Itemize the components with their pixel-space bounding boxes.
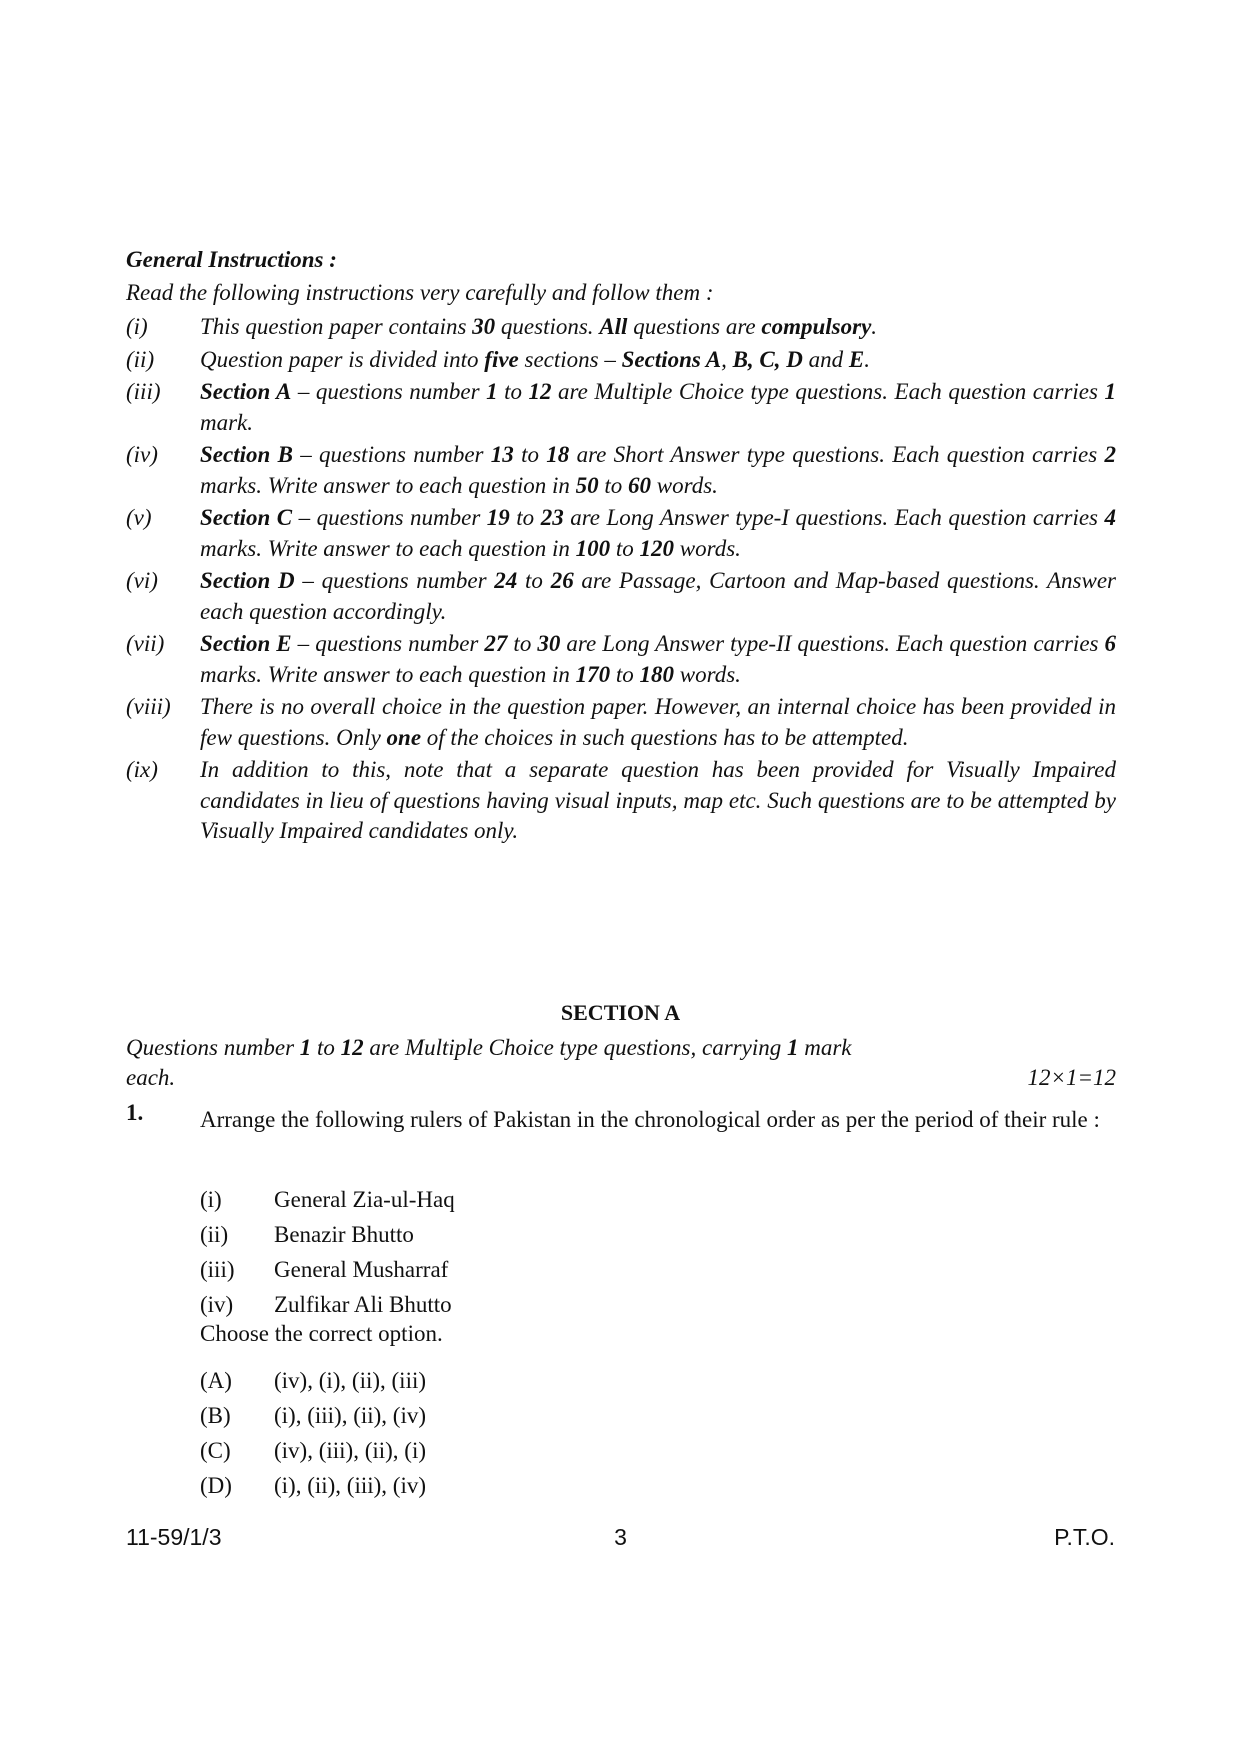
- question-item-text: General Zia-ul-Haq: [274, 1187, 455, 1212]
- emphasis-text: 60: [628, 472, 652, 498]
- instruction-number: (viii): [126, 694, 171, 719]
- emphasis-text: compulsory: [761, 314, 872, 339]
- text-run: and: [802, 346, 849, 372]
- emphasis-text: E: [848, 346, 865, 372]
- emphasis-text: 100: [575, 535, 611, 561]
- emphasis-text: Section E: [200, 631, 292, 656]
- text-run: .: [864, 346, 870, 372]
- question-prompt: Choose the correct option.: [200, 1321, 443, 1346]
- instruction-item: [126, 312, 1116, 343]
- question-item-key: (ii): [200, 1222, 229, 1247]
- text-run: words.: [674, 535, 741, 561]
- answer-option-text: (i), (ii), (iii), (iv): [274, 1473, 427, 1498]
- question-item-key: (i): [200, 1187, 222, 1212]
- text-run: ,: [721, 346, 733, 372]
- instruction-item: [126, 503, 1116, 564]
- section-a-desc-line-2: [126, 1063, 1116, 1093]
- text-run: .: [871, 314, 878, 339]
- text-run: There is no overall choice in the question paper. However, an internal choice has been provided in few questions. Only: [200, 694, 1116, 750]
- emphasis-text: 1: [1104, 379, 1116, 404]
- text-run: – questions number: [291, 379, 487, 404]
- answer-option: [200, 1433, 426, 1468]
- text-run: questions are: [627, 314, 762, 339]
- text-run: – questions number: [292, 505, 487, 530]
- emphasis-text: 6: [1104, 631, 1116, 656]
- emphasis-text: 27: [484, 631, 508, 656]
- text-run: to: [507, 631, 538, 656]
- emphasis-text: five: [484, 346, 519, 372]
- text-run: to: [509, 505, 541, 530]
- text-run: mark.: [200, 409, 254, 435]
- emphasis-text: 1: [299, 1035, 312, 1060]
- text-run: to: [610, 535, 640, 561]
- question-item: [200, 1182, 455, 1217]
- text-run: sections –: [518, 346, 622, 372]
- answer-option-key: (C): [200, 1438, 231, 1463]
- instruction-item: [126, 345, 1116, 376]
- instruction-text: [200, 440, 1116, 501]
- emphasis-text: 50: [575, 472, 599, 498]
- answer-option: [200, 1398, 426, 1433]
- instruction-text: [200, 503, 1116, 564]
- text-run: marks. Write answer to each question in: [200, 472, 576, 498]
- instruction-item: [126, 692, 1116, 753]
- answer-option-text: (iv), (iii), (ii), (i): [274, 1438, 427, 1463]
- emphasis-text: 18: [546, 442, 570, 467]
- footer-page-number: 3: [614, 1524, 627, 1550]
- section-a-title: SECTION A: [560, 1000, 681, 1025]
- question-item: [200, 1252, 455, 1287]
- emphasis-text: 12: [340, 1035, 364, 1060]
- instruction-number: (ii): [126, 346, 155, 372]
- question-item-text: Zulfikar Ali Bhutto: [274, 1292, 452, 1317]
- text-run: – questions number: [294, 568, 495, 593]
- emphasis-text: Section D: [200, 568, 295, 593]
- instruction-list: [126, 312, 1116, 849]
- question-items: [200, 1182, 455, 1322]
- text-run: to: [311, 1035, 341, 1060]
- text-run: are Multiple Choice type questions, carrying: [363, 1035, 787, 1060]
- text-run: – questions number: [291, 631, 485, 656]
- text-run: to: [497, 379, 529, 404]
- text-run: of the choices in such questions has to be attempted.: [421, 724, 909, 750]
- text-run: In addition to this, note that a separate question has been provided for Visually Impaired candidates in lieu of questions having visual inputs, map etc. Such questions are to be attempted by Visually Impaired candidates only.: [200, 757, 1116, 843]
- emphasis-text: 12: [528, 379, 552, 404]
- question-item: [200, 1217, 455, 1252]
- text-run: are Passage, Cartoon and Map-based questions. Answer each question accordingly.: [200, 568, 1117, 624]
- instruction-number: (iv): [126, 442, 158, 467]
- text-run: marks. Write answer to each question in: [200, 661, 576, 687]
- emphasis-text: 30: [537, 631, 561, 656]
- instruction-number: (vi): [126, 568, 158, 593]
- text-run: marks. Write answer to each question in: [200, 535, 576, 561]
- instruction-text: [200, 345, 1116, 376]
- answer-option-text: (i), (iii), (ii), (iv): [274, 1403, 427, 1428]
- instruction-item: [126, 755, 1116, 847]
- text-run: This question paper contains: [200, 314, 473, 339]
- instruction-number: (iii): [126, 379, 161, 404]
- emphasis-text: B, C, D: [732, 346, 803, 372]
- answer-option-key: (B): [200, 1403, 231, 1428]
- text-run: to: [598, 472, 629, 498]
- question-item-key: (iii): [200, 1257, 235, 1282]
- instruction-item: [126, 377, 1116, 438]
- text-run: are Short Answer type questions. Each question carries: [569, 442, 1105, 467]
- text-run: Questions number: [126, 1035, 300, 1060]
- text-run: words.: [651, 472, 718, 498]
- emphasis-text: Section C: [200, 505, 293, 530]
- question-text: Arrange the following rulers of Pakistan in the chronological order as per the period of their rule :: [200, 1107, 1100, 1132]
- text-run: words.: [674, 661, 741, 687]
- instruction-text: [200, 377, 1116, 438]
- emphasis-text: Section B: [200, 442, 293, 467]
- emphasis-text: 24: [494, 568, 518, 593]
- instruction-number: (ix): [126, 757, 158, 782]
- question-item-text: Benazir Bhutto: [274, 1222, 414, 1247]
- text-run: are Multiple Choice type questions. Each question carries: [551, 379, 1105, 404]
- section-a-description: [126, 1033, 1116, 1093]
- emphasis-text: Section A: [200, 379, 292, 404]
- emphasis-text: 180: [639, 661, 675, 687]
- instruction-number: (vii): [126, 631, 165, 656]
- instruction-text: [200, 692, 1116, 753]
- instruction-item: [126, 566, 1116, 627]
- question-item-key: (iv): [200, 1292, 234, 1317]
- footer-code: 11-59/1/3: [126, 1524, 222, 1550]
- answer-option-text: (iv), (i), (ii), (iii): [274, 1368, 427, 1393]
- text-run: questions.: [495, 314, 600, 339]
- emphasis-text: 26: [550, 568, 574, 593]
- question-item: [200, 1287, 455, 1322]
- emphasis-text: one: [386, 724, 422, 750]
- section-a-marks: 12×1=12: [1027, 1065, 1116, 1090]
- instruction-text: [200, 629, 1116, 690]
- footer-pto: P.T.O.: [1054, 1524, 1115, 1550]
- emphasis-text: 120: [639, 535, 675, 561]
- question-options: [200, 1363, 426, 1503]
- question-item-text: General Musharraf: [274, 1257, 449, 1282]
- instruction-number: (v): [126, 505, 152, 530]
- general-instructions-intro: Read the following instructions very carefully and follow them :: [126, 280, 714, 305]
- emphasis-text: 1: [786, 1035, 799, 1060]
- text-run: to: [610, 661, 640, 687]
- section-a-desc-line: [126, 1033, 1116, 1063]
- emphasis-text: 1: [486, 379, 498, 404]
- answer-option: [200, 1363, 426, 1398]
- emphasis-text: 2: [1104, 442, 1116, 467]
- emphasis-text: 19: [486, 505, 510, 530]
- emphasis-text: All: [599, 314, 628, 339]
- section-a-desc-tail: each.: [126, 1065, 176, 1090]
- instruction-item: [126, 629, 1116, 690]
- emphasis-text: 13: [490, 442, 514, 467]
- text-run: – questions number: [292, 442, 491, 467]
- text-run: mark: [798, 1035, 852, 1060]
- text-run: are Long Answer type-I questions. Each question carries: [563, 505, 1105, 530]
- instruction-text: [200, 755, 1116, 847]
- answer-option-key: (D): [200, 1473, 232, 1498]
- emphasis-text: 30: [472, 314, 496, 339]
- instruction-text: [200, 312, 1116, 343]
- emphasis-text: 4: [1104, 505, 1116, 530]
- general-instructions-heading: General Instructions :: [126, 247, 337, 272]
- question-number: 1.: [126, 1100, 144, 1125]
- text-run: Question paper is divided into: [200, 346, 485, 372]
- instruction-text: [200, 566, 1116, 627]
- answer-option: [200, 1468, 426, 1503]
- text-run: to: [513, 442, 547, 467]
- emphasis-text: 23: [540, 505, 564, 530]
- text-run: to: [517, 568, 551, 593]
- instruction-item: [126, 440, 1116, 501]
- emphasis-text: Sections A: [621, 346, 722, 372]
- answer-option-key: (A): [200, 1368, 232, 1393]
- instruction-number: (i): [126, 314, 148, 339]
- text-run: are Long Answer type-II questions. Each question carries: [560, 631, 1105, 656]
- emphasis-text: 170: [575, 661, 611, 687]
